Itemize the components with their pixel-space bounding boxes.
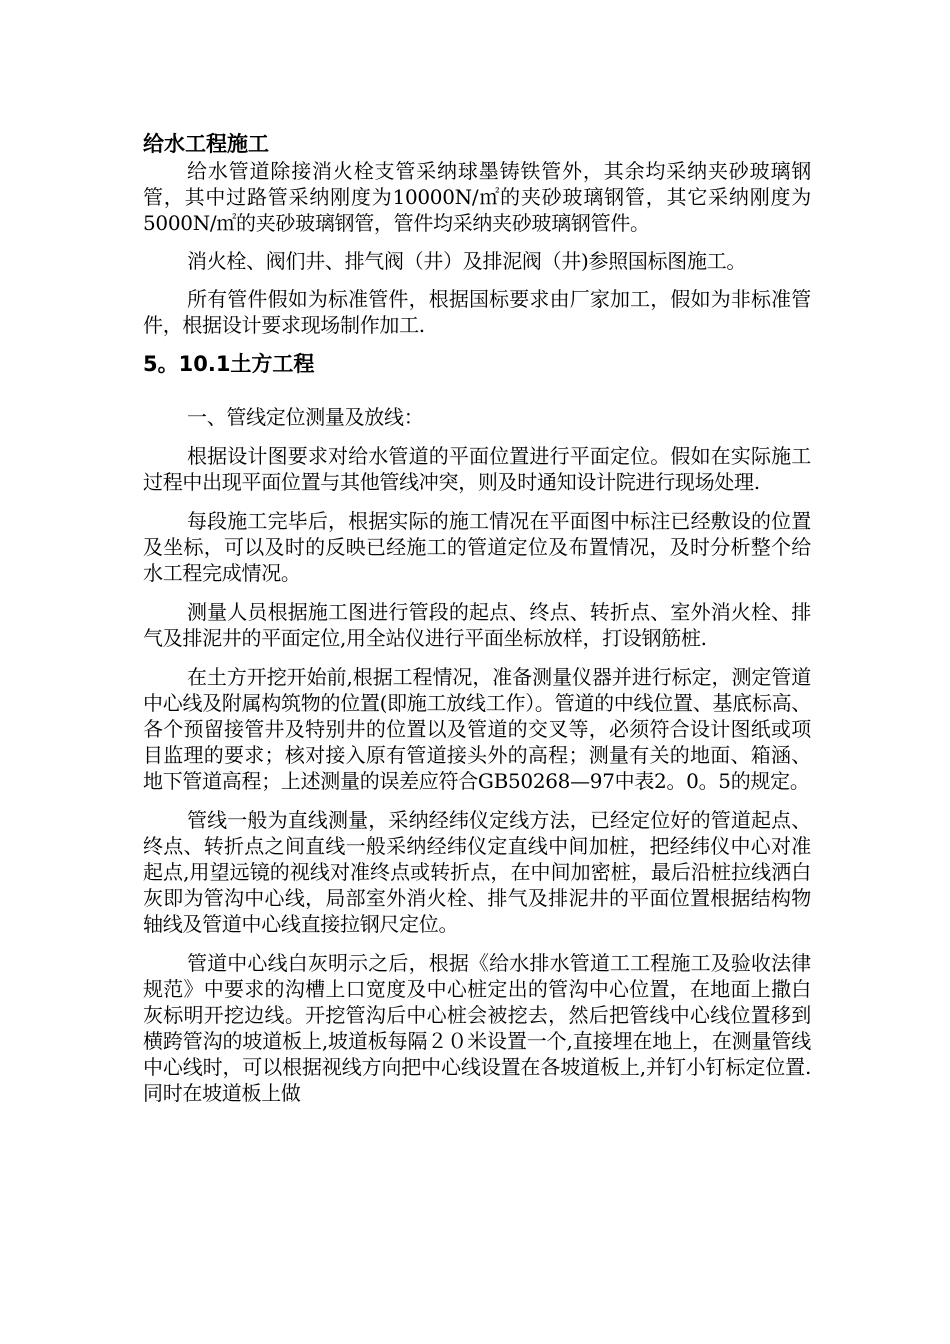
paragraph: 给水管道除接消火栓支管采纳球墨铸铁管外，其余均采纳夹砂玻璃钢管，其中过路管采纳刚度为10000N/㎡的夹砂玻璃钢管，其它采纳刚度为5000N/㎡的夹砂玻璃钢管，管件均采纳夹砂玻璃钢管件。 — [143, 159, 811, 235]
paragraph: 所有管件假如为标准管件，根据国标要求由厂家加工，假如为非标准管件，根据设计要求现场制作加工. — [143, 287, 811, 337]
paragraph: 测量人员根据施工图进行管段的起点、终点、转折点、室外消火栓、排气及排泥井的平面定位,用全站仪进行平面坐标放样，打设钢筋桩. — [143, 600, 811, 650]
paragraph: 每段施工完毕后，根据实际的施工情况在平面图中标注已经敷设的位置及坐标，可以及时的反映已经施工的管道定位及布置情况，及时分析整个给水工程完成情况。 — [143, 509, 811, 585]
section-title-water-supply: 给水工程施工 — [143, 132, 269, 156]
document-body — [143, 130, 811, 1119]
paragraph: 根据设计图要求对给水管道的平面位置进行平面定位。假如在实际施工过程中出现平面位置与其他管线冲突，则及时通知设计院进行现场处理. — [143, 444, 811, 494]
paragraph: 管道中心线白灰明示之后，根据《给水排水管道工工程施工及验收法律规范》中要求的沟槽上口宽度及中心桩定出的管沟中心位置，在地面上撒白灰标明开挖边线。开挖管沟后中心桩会被挖去，然后把管线中心线位置移到横跨管沟的坡道板上,坡道板每隔２０米设置一个,直接埋在地上，在测量管线中心线时，可以根据视线方向把中心线设置在各坡道板上,并钉小钉标定位置.同时在坡道板上做 — [143, 951, 811, 1105]
paragraph: 管线一般为直线测量，采纳经纬仪定线方法，已经定位好的管道起点、终点、转折点之间直线一般采纳经纬仪定直线中间加桩，把经纬仪中心对准起点,用望远镜的视线对准终点或转折点，在中间加密桩，最后沿桩拉线洒白灰即为管沟中心线，局部室外消火栓、排气及排泥井的平面位置根据结构物轴线及管道中心线直接拉钢尺定位。 — [143, 808, 811, 936]
paragraph-subheading: 一、管线定位测量及放线： — [187, 405, 424, 429]
paragraph: 消火栓、阀们井、排气阀（井）及排泥阀（井)参照国标图施工。 — [187, 249, 747, 273]
section-title-earthwork: 5。10.1土方工程 — [143, 352, 315, 376]
paragraph: 在土方开挖开始前,根据工程情况，准备测量仪器并进行标定，测定管道中心线及附属构筑物的位置(即施工放线工作）。管道的中线位置、基底标高、各个预留接管井及特别井的位置以及管道的交叉等，必须符合设计图纸或项目监理的要求；核对接入原有管道接头外的高程；测量有关的地面、箱涵、地下管道高程；上述测量的误差应符合GB50268—97中表2。0。5的规定。 — [143, 665, 811, 793]
